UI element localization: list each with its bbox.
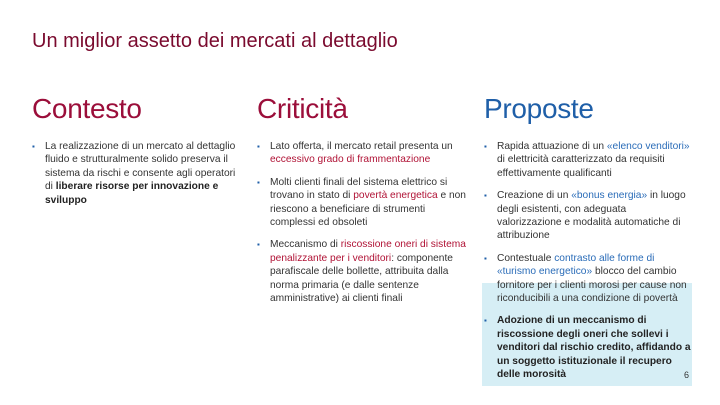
column-list-proposte [484,140,692,382]
list-item-text: Creazione di un [497,190,572,202]
list-item-text: contrasto alle forme di «turismo energetico» [497,252,655,278]
list-item-text: Meccanismo di [270,239,341,251]
bullet-icon: ▪ [257,177,260,187]
list-item [32,140,237,207]
column-list-criticita [257,140,467,305]
list-item [484,252,692,306]
column-heading-contesto: Contesto [32,93,142,124]
list-item-text: «bonus energia» [571,190,648,202]
list-item [484,314,692,381]
list-item-text: eccessivo grado di frammentazione [270,154,431,166]
list-item [257,140,467,167]
column-contesto [32,92,237,216]
list-item-text: «elenco venditori» [606,141,690,152]
list-item-text: Adozione di un meccanismo di riscossione degli oneri che sollevi i venditori dal rischio credito, affidando a un soggetto istituzionale il recupero delle morosità [497,315,691,381]
column-proposte [484,92,692,391]
page-title: Un miglior assetto dei mercati al dettaglio [32,30,398,52]
bullet-icon: ▪ [257,240,260,250]
list-item-text: in luogo degli esistenti, con adeguata valorizzazione e modalità automatiche di attribuzione [497,190,686,242]
list-item [257,176,467,230]
bullet-icon: ▪ [32,142,35,151]
list-item-text: blocco del cambio fornitore per i clienti morosi per cause non riconducibili a una condizione di povertà [497,266,687,305]
column-heading-criticita: Criticità [257,93,348,124]
list-item-text: povertà energetica [353,190,438,202]
column-list-contesto [32,140,237,207]
page-number: 6 [684,370,690,380]
list-item-text: Lato offerta, il mercato retail presenta un [270,141,453,152]
column-heading-proposte: Proposte [484,93,594,124]
list-item-text: riscossione oneri di sistema penalizzante per i venditori [270,239,466,264]
list-item-text: Contestuale [497,252,555,264]
list-item-text: e non riescono a beneficiare di strumenti complessi ed obsoleti [270,190,466,229]
list-item-text: Molti clienti finali del sistema elettrico si trovano in stato di [270,176,448,202]
list-item-text: Rapida attuazione di un [497,141,607,152]
bullet-icon: ▪ [484,191,487,201]
bullet-icon: ▪ [484,253,487,263]
list-item-text: liberare risorse per innovazione e sviluppo [45,181,219,206]
bullet-icon: ▪ [257,142,260,151]
list-item [257,238,467,305]
list-item-text: La realizzazione di un mercato al dettaglio fluido e strutturalmente solido preserva il sistema da rischi e consente agli operatori di [45,141,236,193]
bullet-icon: ▪ [484,316,487,326]
bullet-icon: ▪ [484,142,487,151]
list-item-text: di elettricità caratterizzato da requisiti effettivamente qualificanti [497,154,665,179]
column-criticita [257,92,467,314]
list-item-text: : componente parafiscale delle bollette, attribuita dalla norma primaria (e dalle sentenze amministrative) ai clienti finali [270,252,453,305]
list-item [484,189,692,243]
list-item [484,140,692,180]
